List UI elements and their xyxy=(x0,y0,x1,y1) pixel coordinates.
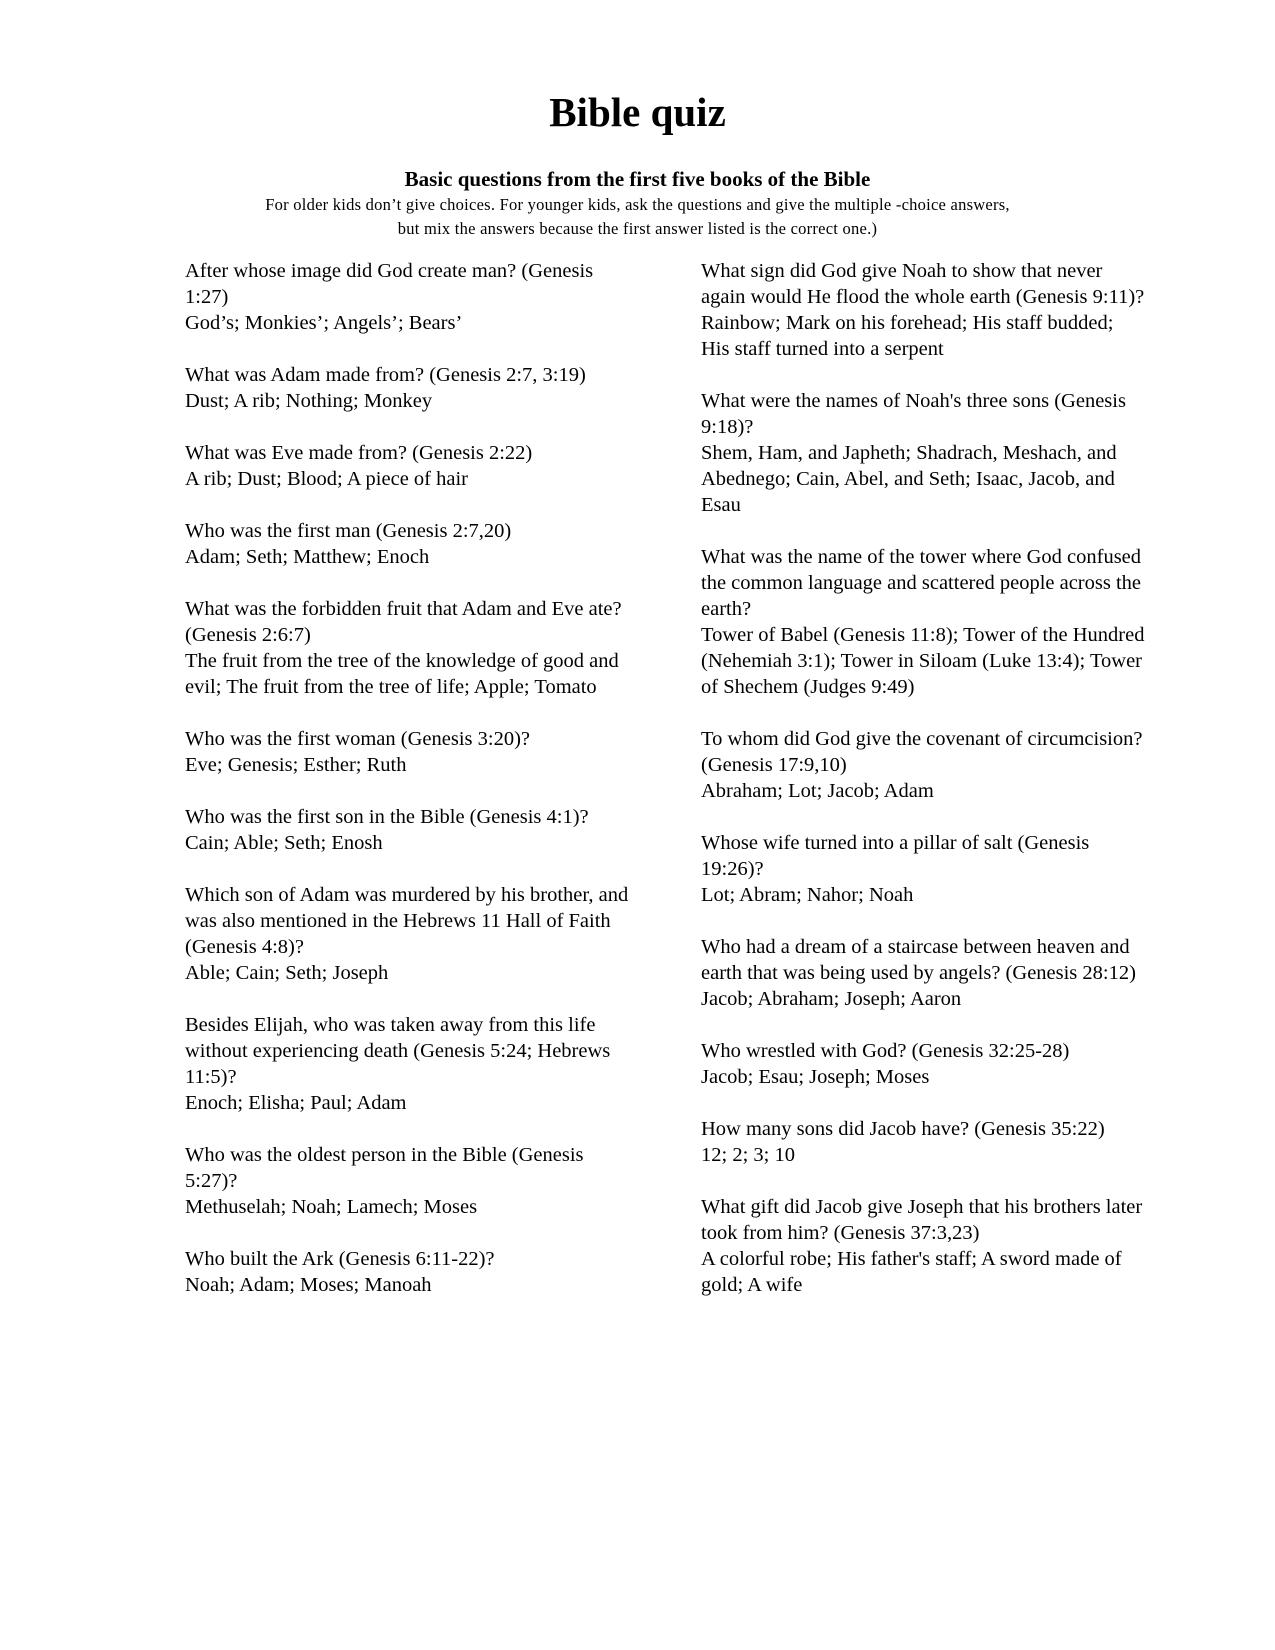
quiz-item xyxy=(185,882,635,986)
quiz-item xyxy=(185,596,635,700)
answer-choices: Shem, Ham, and Japheth; Shadrach, Meshach, and Abednego; Cain, Abel, and Seth; Isaac, Jacob, and Esau xyxy=(701,442,1117,516)
quiz-item xyxy=(185,804,635,856)
answer-choices: Methuselah; Noah; Lamech; Moses xyxy=(185,1196,478,1218)
page-title: Bible quiz xyxy=(549,89,726,135)
answer-choices: Tower of Babel (Genesis 11:8); Tower of the Hundred (Nehemiah 3:1); Tower in Siloam (Luke 13:4); Tower of Shechem (Judges 9:49) xyxy=(701,624,1145,698)
answer-choices: Able; Cain; Seth; Joseph xyxy=(185,962,389,984)
quiz-item xyxy=(185,440,635,492)
answer-choices: A colorful robe; His father's staff; A sword made of gold; A wife xyxy=(701,1248,1122,1296)
question-text: Who had a dream of a staircase between heaven and earth that was being used by angels? (Genesis 28:12) xyxy=(701,936,1136,984)
question-text: What was the forbidden fruit that Adam and Eve ate? (Genesis 2:6:7) xyxy=(185,598,622,646)
page-subtitle: Basic questions from the first five books of the Bible xyxy=(404,167,871,191)
answer-choices: Abraham; Lot; Jacob; Adam xyxy=(701,780,934,802)
quiz-item xyxy=(185,726,635,778)
answer-choices: Noah; Adam; Moses; Manoah xyxy=(185,1274,432,1296)
quiz-item xyxy=(701,388,1146,518)
quiz-item xyxy=(701,934,1146,1012)
quiz-item xyxy=(185,362,635,414)
answer-choices: The fruit from the tree of the knowledge of good and evil; The fruit from the tree of life; Apple; Tomato xyxy=(185,650,619,698)
left-question-column xyxy=(185,258,635,1324)
question-text: Whose wife turned into a pillar of salt (Genesis 19:26)? xyxy=(701,832,1090,880)
instructions xyxy=(190,193,1085,241)
question-text: Who was the first woman (Genesis 3:20)? xyxy=(185,728,530,750)
instructions-line-2: but mix the answers because the first answer listed is the correct one.) xyxy=(397,219,878,238)
question-text: What was the name of the tower where God confused the common language and scattered people across the earth? xyxy=(701,546,1142,620)
quiz-item xyxy=(701,544,1146,700)
answer-choices: Eve; Genesis; Esther; Ruth xyxy=(185,754,407,776)
quiz-item xyxy=(701,258,1146,362)
answer-choices: Cain; Able; Seth; Enosh xyxy=(185,832,383,854)
question-text: Who built the Ark (Genesis 6:11-22)? xyxy=(185,1248,495,1270)
question-text: Which son of Adam was murdered by his brother, and was also mentioned in the Hebrews 11 Hall of Faith (Genesis 4:8)? xyxy=(185,884,629,958)
answer-choices: God’s; Monkies’; Angels’; Bears’ xyxy=(185,312,463,334)
quiz-item xyxy=(185,518,635,570)
question-text: Besides Elijah, who was taken away from this life without experiencing death (Genesis 5:24; Hebrews 11:5)? xyxy=(185,1014,611,1088)
answer-choices: Enoch; Elisha; Paul; Adam xyxy=(185,1092,407,1114)
question-text: To whom did God give the covenant of circumcision? (Genesis 17:9,10) xyxy=(701,728,1143,776)
answer-choices: Lot; Abram; Nahor; Noah xyxy=(701,884,914,906)
question-text: Who wrestled with God? (Genesis 32:25-28) xyxy=(701,1040,1070,1062)
quiz-item xyxy=(701,1116,1146,1168)
question-text: What were the names of Noah's three sons (Genesis 9:18)? xyxy=(701,390,1126,438)
answer-choices: Jacob; Esau; Joseph; Moses xyxy=(701,1066,930,1088)
right-question-column xyxy=(701,258,1146,1324)
question-text: Who was the first man (Genesis 2:7,20) xyxy=(185,520,512,542)
answer-choices: 12; 2; 3; 10 xyxy=(701,1144,795,1166)
quiz-item xyxy=(185,1142,635,1220)
quiz-item xyxy=(185,1012,635,1116)
question-text: What gift did Jacob give Joseph that his brothers later took from him? (Genesis 37:3,23) xyxy=(701,1196,1143,1244)
instructions-line-1: For older kids don’t give choices. For younger kids, ask the questions and give the multiple -choice answers, xyxy=(265,195,1010,214)
quiz-item xyxy=(185,1246,635,1298)
answer-choices: A rib; Dust; Blood; A piece of hair xyxy=(185,468,468,490)
question-text: What sign did God give Noah to show that never again would He flood the whole earth (Genesis 9:11)? xyxy=(701,260,1145,308)
question-text: What was Eve made from? (Genesis 2:22) xyxy=(185,442,533,464)
quiz-item xyxy=(701,830,1146,908)
answer-choices: Dust; A rib; Nothing; Monkey xyxy=(185,390,433,412)
quiz-item xyxy=(701,726,1146,804)
quiz-item xyxy=(185,258,635,336)
quiz-item xyxy=(701,1194,1146,1298)
question-text: Who was the first son in the Bible (Genesis 4:1)? xyxy=(185,806,589,828)
answer-choices: Adam; Seth; Matthew; Enoch xyxy=(185,546,430,568)
question-text: After whose image did God create man? (Genesis 1:27) xyxy=(185,260,594,308)
answer-choices: Jacob; Abraham; Joseph; Aaron xyxy=(701,988,962,1010)
question-text: How many sons did Jacob have? (Genesis 35:22) xyxy=(701,1118,1105,1140)
question-text: What was Adam made from? (Genesis 2:7, 3:19) xyxy=(185,364,586,386)
answer-choices: Rainbow; Mark on his forehead; His staff budded; His staff turned into a serpent xyxy=(701,312,1114,360)
question-text: Who was the oldest person in the Bible (Genesis 5:27)? xyxy=(185,1144,584,1192)
quiz-item xyxy=(701,1038,1146,1090)
